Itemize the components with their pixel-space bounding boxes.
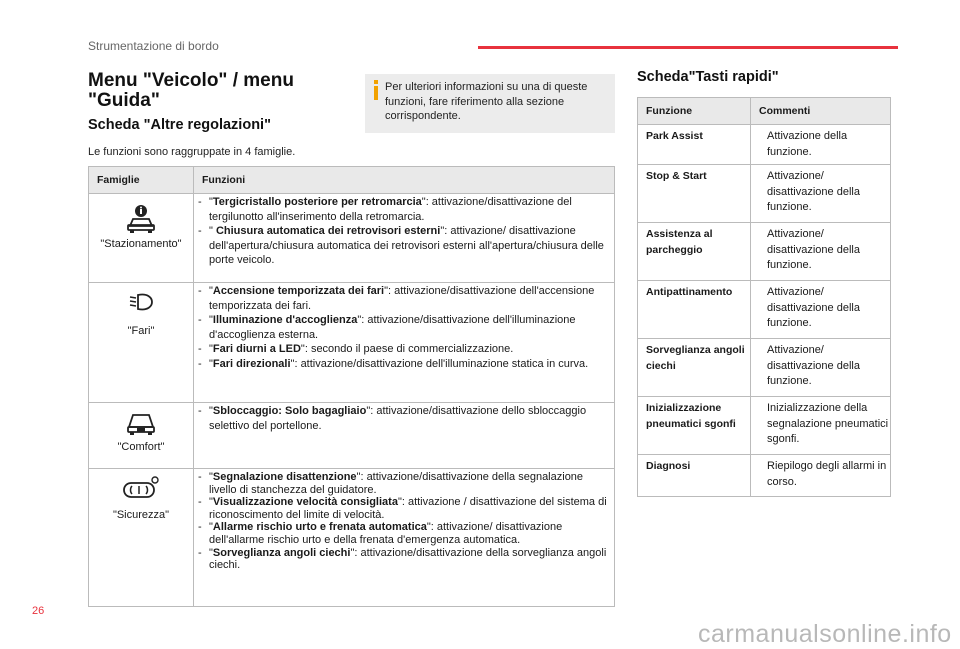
header-accent-bar [478, 46, 898, 49]
function-name: Stop & Start [638, 165, 751, 223]
tasti-table [637, 97, 891, 497]
family-cell [89, 194, 194, 283]
function-item: - " Chiusura automatica dei retrovisori esterni": attivazione/ disattivazione dell'apertura/chiusura automatica dei retrovisori esterni all'apertura/chiusura delle porte veicolo. [194, 224, 608, 268]
table-row [89, 469, 615, 607]
function-name: Park Assist [638, 125, 751, 165]
table-row [638, 281, 891, 339]
functions-cell [194, 403, 615, 469]
function-name: Sorveglianza angoli ciechi [638, 339, 751, 397]
table-row [638, 339, 891, 397]
family-label: "Sicurezza" [112, 509, 170, 521]
function-item: - "Illuminazione d'accoglienza": attivazione/disattivazione dell'illuminazione d'accoglienza esterna. [194, 313, 608, 342]
function-comment: Riepilogo degli allarmi in corso. [751, 455, 891, 497]
function-item: - "Sorveglianza angoli ciechi": attivazione/disattivazione della sorveglianza angoli ciechi. [194, 547, 608, 572]
function-comment: Attivazione/ disattivazione della funzione. [751, 281, 891, 339]
car-safety-icon [120, 475, 162, 501]
table-header-row [89, 167, 615, 194]
table-row [638, 223, 891, 281]
function-comment: Attivazione/ disattivazione della funzione. [751, 165, 891, 223]
function-comment: Attivazione della funzione. [751, 125, 891, 165]
table-row [638, 397, 891, 455]
table-row [638, 455, 891, 497]
menu-title: Menu "Veicolo" / menu "Guida" [88, 70, 294, 111]
function-item: - "Segnalazione disattenzione": attivazione/disattivazione della segnalazione livello di stanchezza del guidatore. [194, 471, 608, 496]
family-cell [89, 469, 194, 607]
header-famiglie: Famiglie [89, 167, 194, 194]
functions-cell [194, 283, 615, 403]
function-item: - "Visualizzazione velocità consigliata": attivazione / disattivazione del sistema di riconoscimento del limite di velocità. [194, 496, 608, 521]
family-label: "Comfort" [117, 441, 165, 453]
table-header-row [638, 98, 891, 125]
section-header-title: Strumentazione di bordo [88, 39, 219, 53]
table-row [638, 165, 891, 223]
table-row [638, 125, 891, 165]
watermark: carmanualsonline.info [698, 620, 952, 648]
functions-cell [194, 194, 615, 283]
table-row [89, 194, 615, 283]
car-info-icon [124, 204, 158, 234]
function-item: - "Allarme rischio urto e frenata automatica": attivazione/ disattivazione dell'allarme rischio urto e della frenata d'emergenza automatica. [194, 521, 608, 546]
function-name: Assistenza al parcheggio [638, 223, 751, 281]
function-item: - "Accensione temporizzata dei fari": attivazione/disattivazione dell'accensione temporizzata dei fari. [194, 284, 608, 313]
info-box [365, 74, 615, 133]
function-comment: Attivazione/ disattivazione della funzione. [751, 339, 891, 397]
car-boot-icon [124, 411, 158, 437]
table-row [89, 283, 615, 403]
info-text: Per ulteriori informazioni su una di queste funzioni, fare riferimento alla sezione corrispondente. [385, 81, 588, 122]
header-commenti: Commenti [751, 98, 891, 125]
function-item: - "Fari direzionali": attivazione/disattivazione dell'illuminazione statica in curva. [194, 357, 608, 372]
menu-subtitle: Scheda "Altre regolazioni" [88, 117, 271, 133]
function-name: Inizializzazione pneumatici sgonfi [638, 397, 751, 455]
function-comment: Attivazione/ disattivazione della funzione. [751, 223, 891, 281]
family-label: "Stazionamento" [100, 238, 182, 250]
header-funzioni: Funzioni [194, 167, 615, 194]
family-label: "Fari" [127, 325, 155, 337]
page-number: 26 [32, 605, 45, 617]
header-funzione: Funzione [638, 98, 751, 125]
functions-cell [194, 469, 615, 607]
function-item: - "Fari diurni a LED": secondo il paese di commercializzazione. [194, 342, 608, 357]
function-comment: Inizializzazione della segnalazione pneumatici sgonfi. [751, 397, 891, 455]
function-name: Diagnosi [638, 455, 751, 497]
headlight-icon [128, 291, 154, 313]
tasti-title: Scheda"Tasti rapidi" [637, 69, 779, 85]
table-row [89, 403, 615, 469]
family-cell [89, 283, 194, 403]
intro-text: Le funzioni sono raggruppate in 4 famiglie. [88, 146, 296, 158]
family-cell [89, 403, 194, 469]
info-icon [371, 80, 381, 100]
function-name: Antipattinamento [638, 281, 751, 339]
function-item: - "Sbloccaggio: Solo bagagliaio": attivazione/disattivazione dello sbloccaggio selettivo del portellone. [194, 404, 608, 433]
function-item: - "Tergicristallo posteriore per retromarcia": attivazione/disattivazione del tergilunotto all'inserimento della retromarcia. [194, 195, 608, 224]
families-table [88, 166, 615, 607]
